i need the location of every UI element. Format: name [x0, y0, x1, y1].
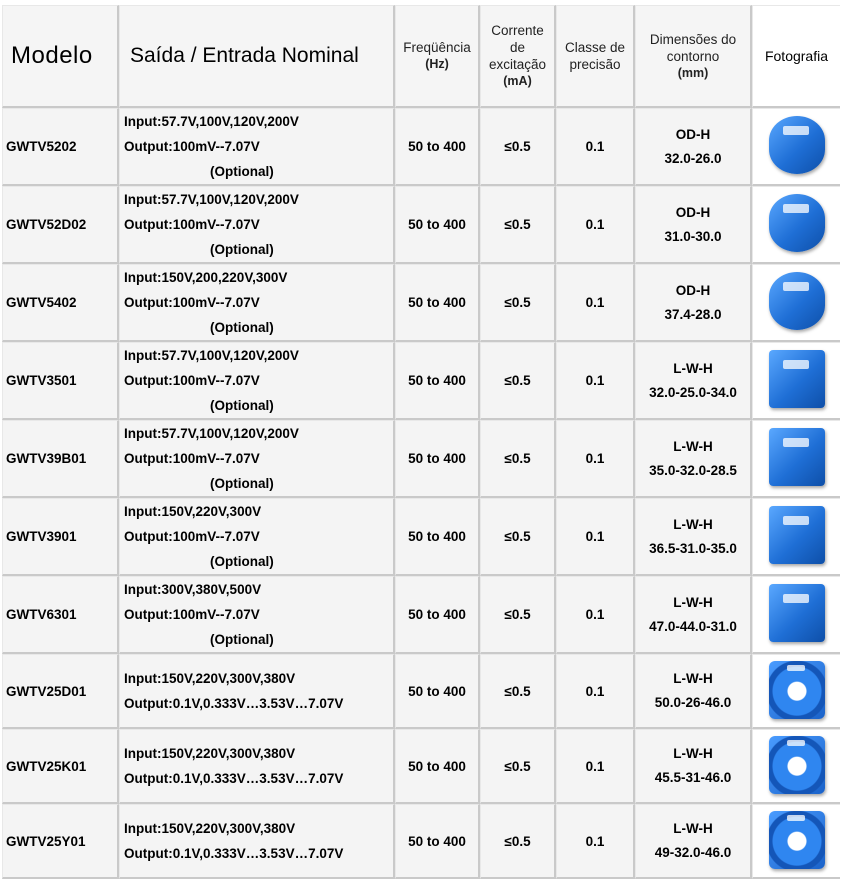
class-cell: 0.1: [556, 498, 635, 576]
round-transformer-photo: [769, 194, 825, 252]
optional-text: (Optional): [210, 398, 274, 413]
header-corrente-unit: (mA): [503, 74, 532, 88]
dimension-value: 37.4-28.0: [664, 306, 722, 322]
header-corrente-line1: Corrente: [491, 23, 544, 38]
dimension-type: L-W-H: [673, 746, 713, 761]
optional-text: (Optional): [210, 320, 274, 335]
table-row: [2, 186, 840, 264]
photo-cell: [752, 804, 840, 879]
current-cell: ≤0.5: [480, 498, 556, 576]
table-row: [2, 264, 840, 342]
io-cell: [119, 264, 395, 342]
class-cell: 0.1: [556, 342, 635, 420]
dimension-cell: [635, 498, 752, 576]
table-row: [2, 108, 840, 186]
dimension-type: L-W-H: [673, 671, 713, 686]
header-corrente-line2: de: [509, 40, 526, 55]
table-row: [2, 729, 840, 804]
dimension-cell: [635, 804, 752, 879]
output-text: Output:0.1V,0.333V…3.53V…7.07V: [124, 846, 344, 861]
toroid-transformer-photo: [769, 661, 825, 719]
input-text: Input:57.7V,100V,120V,200V: [124, 426, 299, 441]
current-cell: ≤0.5: [480, 576, 556, 654]
input-text: Input:57.7V,100V,120V,200V: [124, 348, 299, 363]
dimension-cell: [635, 654, 752, 729]
dimension-type: L-W-H: [673, 360, 713, 376]
current-cell: ≤0.5: [480, 186, 556, 264]
output-text: Output:100mV--7.07V: [124, 529, 260, 544]
photo-cell: [752, 342, 840, 420]
model-cell: GWTV6301: [2, 576, 119, 654]
toroid-transformer-photo: [769, 736, 825, 794]
model-cell: GWTV3501: [2, 342, 119, 420]
box-transformer-photo: [769, 584, 825, 642]
io-cell: [119, 576, 395, 654]
header-modelo: Modelo: [2, 5, 119, 108]
frequency-cell: 50 to 400: [395, 729, 480, 804]
photo-cell: [752, 498, 840, 576]
class-cell: 0.1: [556, 576, 635, 654]
model-cell: GWTV3901: [2, 498, 119, 576]
current-cell: ≤0.5: [480, 108, 556, 186]
class-cell: 0.1: [556, 264, 635, 342]
model-cell: GWTV39B01: [2, 420, 119, 498]
dimension-value: 32.0-25.0-34.0: [649, 384, 737, 400]
class-cell: 0.1: [556, 654, 635, 729]
output-text: Output:100mV--7.07V: [124, 139, 260, 154]
table-row: [2, 804, 840, 879]
dimension-cell: [635, 264, 752, 342]
optional-text: (Optional): [210, 164, 274, 179]
class-cell: 0.1: [556, 108, 635, 186]
header-row: [2, 5, 840, 108]
header-dimensoes: [635, 5, 752, 108]
header-frequencia: [395, 5, 480, 108]
dimension-type: L-W-H: [673, 594, 713, 610]
photo-cell: [752, 576, 840, 654]
input-text: Input:150V,200,220V,300V: [124, 270, 288, 285]
dimension-type: OD-H: [675, 282, 711, 298]
input-text: Input:57.7V,100V,120V,200V: [124, 114, 299, 129]
dimension-cell: [635, 186, 752, 264]
photo-cell: [752, 264, 840, 342]
optional-text: (Optional): [210, 242, 274, 257]
header-fotografia: Fotografia: [752, 5, 840, 108]
input-text: Input:150V,220V,300V,380V: [124, 746, 296, 761]
current-cell: ≤0.5: [480, 342, 556, 420]
current-cell: ≤0.5: [480, 804, 556, 879]
frequency-cell: 50 to 400: [395, 186, 480, 264]
output-text: Output:100mV--7.07V: [124, 607, 260, 622]
table-row: [2, 498, 840, 576]
header-dimensoes-line2: contorno: [666, 48, 720, 64]
dimension-value: 45.5-31-46.0: [654, 770, 732, 785]
class-cell: 0.1: [556, 804, 635, 879]
optional-text: (Optional): [210, 632, 274, 647]
photo-cell: [752, 654, 840, 729]
output-text: Output:100mV--7.07V: [124, 295, 260, 310]
class-cell: 0.1: [556, 420, 635, 498]
io-cell: [119, 420, 395, 498]
output-text: Output:100mV--7.07V: [124, 373, 260, 388]
round-transformer-photo: [769, 272, 825, 330]
model-cell: GWTV25Y01: [2, 804, 119, 879]
frequency-cell: 50 to 400: [395, 108, 480, 186]
input-text: Input:150V,220V,300V: [124, 504, 262, 519]
frequency-cell: 50 to 400: [395, 576, 480, 654]
box-transformer-photo: [769, 428, 825, 486]
frequency-cell: 50 to 400: [395, 264, 480, 342]
frequency-cell: 50 to 400: [395, 420, 480, 498]
header-classe-line1: Classe de: [564, 40, 626, 55]
header-dimensoes-unit: (mm): [677, 65, 709, 80]
model-cell: GWTV25K01: [2, 729, 119, 804]
header-frequencia-label: Freqüência: [403, 40, 471, 55]
table-row: [2, 420, 840, 498]
dimension-cell: [635, 420, 752, 498]
photo-cell: [752, 729, 840, 804]
photo-cell: [752, 186, 840, 264]
output-text: Output:100mV--7.07V: [124, 217, 260, 232]
current-cell: ≤0.5: [480, 420, 556, 498]
header-frequencia-unit: (Hz): [425, 57, 449, 71]
model-cell: GWTV5202: [2, 108, 119, 186]
dimension-type: L-W-H: [673, 821, 713, 836]
io-cell: [119, 729, 395, 804]
header-classe-line2: precisão: [569, 57, 621, 72]
frequency-cell: 50 to 400: [395, 342, 480, 420]
io-cell: [119, 108, 395, 186]
input-text: Input:57.7V,100V,120V,200V: [124, 192, 299, 207]
output-text: Output:0.1V,0.333V…3.53V…7.07V: [124, 771, 344, 786]
io-cell: [119, 186, 395, 264]
dimension-type: L-W-H: [673, 438, 713, 454]
photo-cell: [752, 420, 840, 498]
dimension-value: 32.0-26.0: [664, 150, 722, 166]
header-corrente: [480, 5, 556, 108]
output-text: Output:0.1V,0.333V…3.53V…7.07V: [124, 696, 344, 711]
model-cell: GWTV5402: [2, 264, 119, 342]
model-cell: GWTV52D02: [2, 186, 119, 264]
dimension-cell: [635, 729, 752, 804]
table-row: [2, 654, 840, 729]
photo-cell: [752, 108, 840, 186]
io-cell: [119, 342, 395, 420]
class-cell: 0.1: [556, 729, 635, 804]
header-corrente-line3: excitação: [488, 57, 547, 72]
round-transformer-photo: [769, 116, 825, 174]
optional-text: (Optional): [210, 476, 274, 491]
dimension-value: 31.0-30.0: [664, 228, 722, 244]
current-cell: ≤0.5: [480, 654, 556, 729]
dimension-value: 49-32.0-46.0: [654, 845, 732, 860]
box-transformer-photo: [769, 506, 825, 564]
input-text: Input:150V,220V,300V,380V: [124, 821, 296, 836]
dimension-type: L-W-H: [673, 516, 713, 532]
toroid-transformer-photo: [769, 811, 825, 869]
dimension-cell: [635, 576, 752, 654]
input-text: Input:300V,380V,500V: [124, 582, 262, 597]
dimension-value: 47.0-44.0-31.0: [649, 618, 737, 634]
header-saida: Saída / Entrada Nominal: [119, 5, 395, 108]
dimension-cell: [635, 342, 752, 420]
spec-table: [2, 5, 840, 879]
header-dimensoes-line1: Dimensões do: [649, 31, 737, 47]
frequency-cell: 50 to 400: [395, 498, 480, 576]
dimension-value: 35.0-32.0-28.5: [649, 462, 737, 478]
model-cell: GWTV25D01: [2, 654, 119, 729]
frequency-cell: 50 to 400: [395, 654, 480, 729]
header-classe: [556, 5, 635, 108]
dimension-cell: [635, 108, 752, 186]
output-text: Output:100mV--7.07V: [124, 451, 260, 466]
input-text: Input:150V,220V,300V,380V: [124, 671, 296, 686]
optional-text: (Optional): [210, 554, 274, 569]
table-row: [2, 576, 840, 654]
dimension-type: OD-H: [675, 204, 711, 220]
frequency-cell: 50 to 400: [395, 804, 480, 879]
dimension-value: 50.0-26-46.0: [654, 695, 732, 710]
class-cell: 0.1: [556, 186, 635, 264]
io-cell: [119, 498, 395, 576]
io-cell: [119, 804, 395, 879]
current-cell: ≤0.5: [480, 264, 556, 342]
table-row: [2, 342, 840, 420]
dimension-value: 36.5-31.0-35.0: [649, 540, 737, 556]
io-cell: [119, 654, 395, 729]
box-transformer-photo: [769, 350, 825, 408]
dimension-type: OD-H: [675, 126, 711, 142]
current-cell: ≤0.5: [480, 729, 556, 804]
